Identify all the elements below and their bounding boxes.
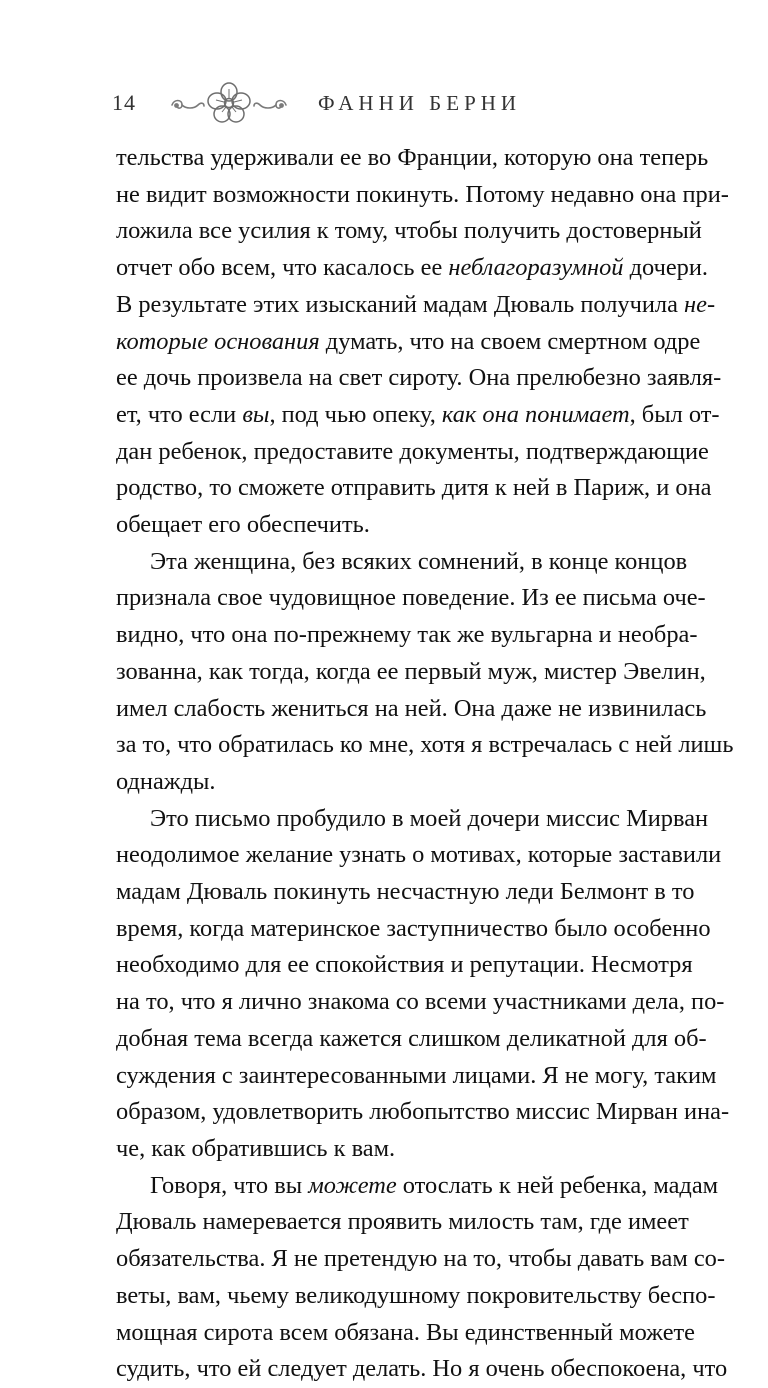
text-segment: ет, что если <box>116 400 243 428</box>
text-line <box>116 617 698 654</box>
text-segment: ее дочь произвела на свет сироту. Она прелюбезно заявля- <box>116 364 722 392</box>
page-header <box>112 78 672 128</box>
page-number: 14 <box>112 90 136 115</box>
text-segment: отослать к ней ребенка, мадам <box>396 1171 719 1199</box>
text-segment: обещает его обеспечить. <box>116 511 370 539</box>
text-segment: зованна, как тогда, когда ее первый муж, мистер Эвелин, <box>116 657 706 685</box>
text-line <box>116 470 712 507</box>
text-line <box>116 397 720 434</box>
text-segment: судить, что ей следует делать. Но я очень обеспокоена, что <box>116 1355 728 1383</box>
text-segment: Это письмо пробудило в моей дочери миссис Мирван <box>150 804 709 832</box>
text-segment: мощная сирота всем обязана. Вы единственный можете <box>116 1318 696 1346</box>
text-segment: не видит возможности покинуть. Потому недавно она при- <box>116 180 729 208</box>
text-line <box>116 801 709 838</box>
italic-text: не- <box>684 290 716 318</box>
text-segment: необходимо для ее спокойствия и репутации. Несмотря <box>116 951 693 979</box>
text-line <box>116 1094 730 1131</box>
text-segment: родство, то сможете отправить дитя к ней в Париж, и она <box>116 474 712 502</box>
text-line <box>116 213 702 250</box>
text-line <box>116 727 734 764</box>
text-segment: ложила все усилия к тому, чтобы получить достоверный <box>116 217 702 245</box>
body-text <box>116 140 734 1388</box>
text-segment: однажды. <box>116 767 216 795</box>
text-line <box>116 580 706 617</box>
text-line <box>116 947 693 984</box>
text-segment: отчет обо всем, что касалось ее <box>116 254 449 282</box>
text-line <box>116 837 722 874</box>
text-segment: думать, что на своем смертном одре <box>319 327 701 355</box>
text-line <box>116 911 711 948</box>
text-segment: признала свое чудовищное поведение. Из ее письма оче- <box>116 584 706 612</box>
italic-text: неблагоразумной <box>448 254 624 282</box>
text-segment: видно, что она по-прежнему так же вульгарна и необра- <box>116 621 698 649</box>
text-line <box>116 1204 689 1241</box>
text-segment: суждения с заинтересованными лицами. Я не могу, таким <box>116 1061 717 1089</box>
text-segment: веты, вам, чьему великодушному покровительству беспо- <box>116 1281 716 1309</box>
text-segment: за то, что обратилась ко мне, хотя я встречалась с ней лишь <box>116 731 734 759</box>
text-segment: добная тема всегда кажется слишком деликатной для об- <box>116 1024 707 1052</box>
text-segment: дан ребенок, предоставите документы, подтверждающие <box>116 437 709 465</box>
paragraph <box>116 801 730 1168</box>
text-line <box>116 764 682 801</box>
text-line <box>116 507 682 544</box>
text-line <box>116 691 707 728</box>
text-segment: тельства удерживали ее во Франции, которую она теперь <box>116 144 709 171</box>
text-line <box>116 434 709 471</box>
text-segment: Эта женщина, без всяких сомнений, в конце концов <box>150 547 688 575</box>
text-line <box>116 1021 707 1058</box>
text-segment: на то, что я лично знакома со всеми участниками дела, по- <box>116 988 725 1016</box>
text-segment: В результате этих изысканий мадам Дюваль получила <box>116 290 685 318</box>
text-line <box>116 874 695 911</box>
flower-ornament-icon <box>168 81 290 125</box>
text-segment: обязательства. Я не претендую на то, чтобы давать вам со- <box>116 1245 726 1273</box>
italic-text: как она понимает <box>441 400 630 428</box>
text-line <box>116 1131 682 1168</box>
paragraph <box>116 140 729 544</box>
text-line <box>116 250 709 287</box>
text-segment: неодолимое желание узнать о мотивах, которые заставили <box>116 841 722 869</box>
text-line <box>116 654 706 691</box>
text-segment: Дюваль намеревается проявить милость там, где имеет <box>116 1208 689 1236</box>
text-line <box>116 1315 696 1352</box>
text-line <box>116 360 722 397</box>
text-line <box>116 1351 728 1388</box>
paragraph <box>116 544 734 801</box>
text-line <box>116 1168 719 1205</box>
text-line <box>116 1058 717 1095</box>
text-line <box>116 1278 716 1315</box>
text-line <box>116 177 729 214</box>
text-segment: дочери. <box>623 254 709 282</box>
text-segment: имел слабость жениться на ней. Она даже не извинилась <box>116 694 707 722</box>
italic-text: которые основания <box>116 327 320 355</box>
text-segment: время, когда материнское заступничество было особенно <box>116 914 711 942</box>
italic-text: можете <box>308 1171 397 1199</box>
text-line <box>116 544 688 581</box>
text-segment: , под чью опеку, <box>269 400 442 428</box>
text-line <box>116 140 709 177</box>
text-segment: Говоря, что вы <box>150 1171 309 1199</box>
text-line <box>116 324 701 361</box>
text-line <box>116 287 716 324</box>
text-segment: , был от- <box>629 400 720 428</box>
paragraph <box>116 1168 728 1388</box>
running-title: ФАННИ БЕРНИ <box>318 90 522 115</box>
text-segment: мадам Дюваль покинуть несчастную леди Белмонт в то <box>116 878 695 906</box>
text-segment: че, как обратившись к вам. <box>116 1134 396 1162</box>
text-line <box>116 1241 726 1278</box>
text-segment: образом, удовлетворить любопытство миссис Мирван ина- <box>116 1098 730 1126</box>
text-line <box>116 984 725 1021</box>
italic-text: вы <box>242 400 270 428</box>
